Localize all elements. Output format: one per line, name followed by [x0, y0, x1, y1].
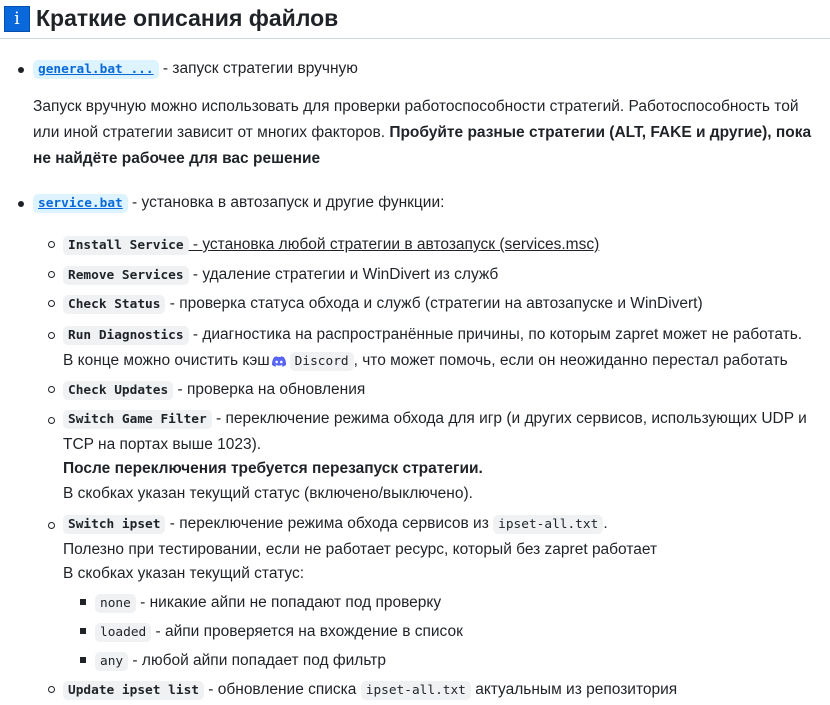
sub-item-check-updates	[63, 376, 830, 406]
section-title: Краткие описания файлов	[36, 5, 339, 32]
disc-bullet	[18, 201, 24, 207]
discord-icon	[272, 356, 286, 367]
ipset-status-note: В скобках указан текущий статус:	[63, 565, 305, 582]
square-bullet	[80, 628, 86, 634]
update-ipset-desc: - обновление списка	[203, 680, 361, 698]
general-bat-link[interactable]: general.bat ...	[33, 60, 159, 79]
square-bullet	[80, 657, 86, 663]
run-diagnostics-desc: - диагностика на распространённые причины, по которым zapret может не работать.	[188, 325, 803, 343]
mode-loaded-code: loaded	[95, 623, 151, 642]
ipset-modes-list	[63, 589, 830, 676]
square-bullet	[80, 599, 86, 605]
switch-ipset-desc: - переключение режима обхода сервисов из	[165, 515, 494, 532]
sub-item-install	[63, 231, 830, 261]
service-functions-list	[33, 231, 830, 705]
sub-item-update-ipset: Update ipset list - обновление списка ipset-all.txt актуальным из репозитория	[63, 676, 830, 705]
sub-item-remove	[63, 261, 830, 291]
sub-item-check-status	[63, 290, 830, 320]
check-status-code: Check Status	[63, 295, 165, 314]
circle-bullet	[48, 522, 55, 529]
sub-item-diagnostics	[63, 322, 830, 374]
ipset-testing-note: Полезно при тестировании, если не работает ресурс, который без zapret работает	[63, 540, 658, 558]
heading-divider	[0, 38, 830, 39]
ipset-mode-loaded: loaded - айпи проверяется на вхождение в список	[95, 618, 830, 647]
game-filter-restart-note: После переключения требуется перезапуск стратегии.	[63, 460, 483, 477]
switch-game-filter-desc: - переключение режима обхода для игр (и других сервисов, использующих UDP и TCP на портах выше 1023).	[63, 410, 807, 453]
circle-bullet	[48, 300, 55, 307]
circle-bullet	[48, 417, 55, 424]
ipset-mode-none: none - никакие айпи не попадают под проверку	[95, 589, 830, 618]
ipset-file-code: ipset-all.txt	[493, 515, 603, 534]
mode-any-code: any	[95, 652, 128, 671]
circle-bullet	[48, 271, 55, 278]
circle-bullet	[48, 686, 55, 693]
check-updates-desc: - проверка на обновления	[173, 380, 366, 398]
sub-item-game-filter	[63, 407, 830, 506]
circle-bullet	[48, 386, 55, 393]
list-item-general	[0, 56, 830, 172]
install-service-code: Install Service	[63, 236, 189, 255]
general-paragraph: Запуск вручную можно использовать для проверки работоспособности стратегий. Работоспособность той или иной стратегии зависит от многих факторов. Пробуйте разные стратегии (ALT, FAKE и другие), пока не найдёте рабочее для вас решение	[33, 98, 812, 167]
service-desc: - установка в автозапуск и другие функции:	[127, 194, 445, 211]
update-ipset-file-code: ipset-all.txt	[361, 681, 471, 700]
info-icon: i	[4, 6, 30, 32]
mode-none-code: none	[95, 594, 136, 613]
update-ipset-code: Update ipset list	[63, 681, 204, 700]
diagnostics-cache-text: В конце можно очистить кэш	[63, 351, 270, 369]
service-bat-link[interactable]: service.bat	[33, 194, 128, 213]
remove-services-code: Remove Services	[63, 266, 189, 285]
remove-services-desc: - удаление стратегии и WinDivert из служб	[188, 265, 499, 283]
circle-bullet	[48, 332, 55, 339]
file-list	[0, 50, 830, 705]
sub-item-switch-ipset: Switch ipset - переключение режима обхода сервисов из ipset-all.txt . Полезно при тестировании, если не работает ресурс, который без zapret работает В скобках указан текущий статус: none - никакие айпи не попадают под проверку loaded - айпи проверяется на вхождение в список any - любой айпи попадает под фильтр	[63, 512, 830, 676]
section-heading	[4, 2, 830, 36]
disc-bullet	[18, 67, 24, 73]
install-service-desc[interactable]: - установка любой стратегии в автозапуск (services.msc)	[188, 236, 600, 253]
check-updates-code: Check Updates	[63, 381, 173, 400]
run-diagnostics-code: Run Diagnostics	[63, 326, 189, 345]
list-item-service	[0, 190, 830, 705]
game-filter-status-note: В скобках указан текущий статус (включено/выключено).	[63, 484, 473, 502]
general-paragraph-bold: Пробуйте разные стратегии (ALT, FAKE и другие), пока не найдёте рабочее для вас решение	[33, 124, 812, 167]
discord-code: Discord	[290, 352, 354, 371]
switch-ipset-code: Switch ipset	[63, 515, 165, 534]
general-desc: - запуск стратегии вручную	[158, 60, 358, 77]
ipset-mode-any: any - любой айпи попадает под фильтр	[95, 647, 830, 676]
diagnostics-cache-text-end: , что может помочь, если он неожиданно перестал работать	[353, 351, 788, 369]
check-status-desc: - проверка статуса обхода и служб (стратегии на автозапуске и WinDivert)	[165, 295, 703, 312]
switch-game-filter-code: Switch Game Filter	[63, 410, 212, 429]
circle-bullet	[48, 241, 55, 248]
